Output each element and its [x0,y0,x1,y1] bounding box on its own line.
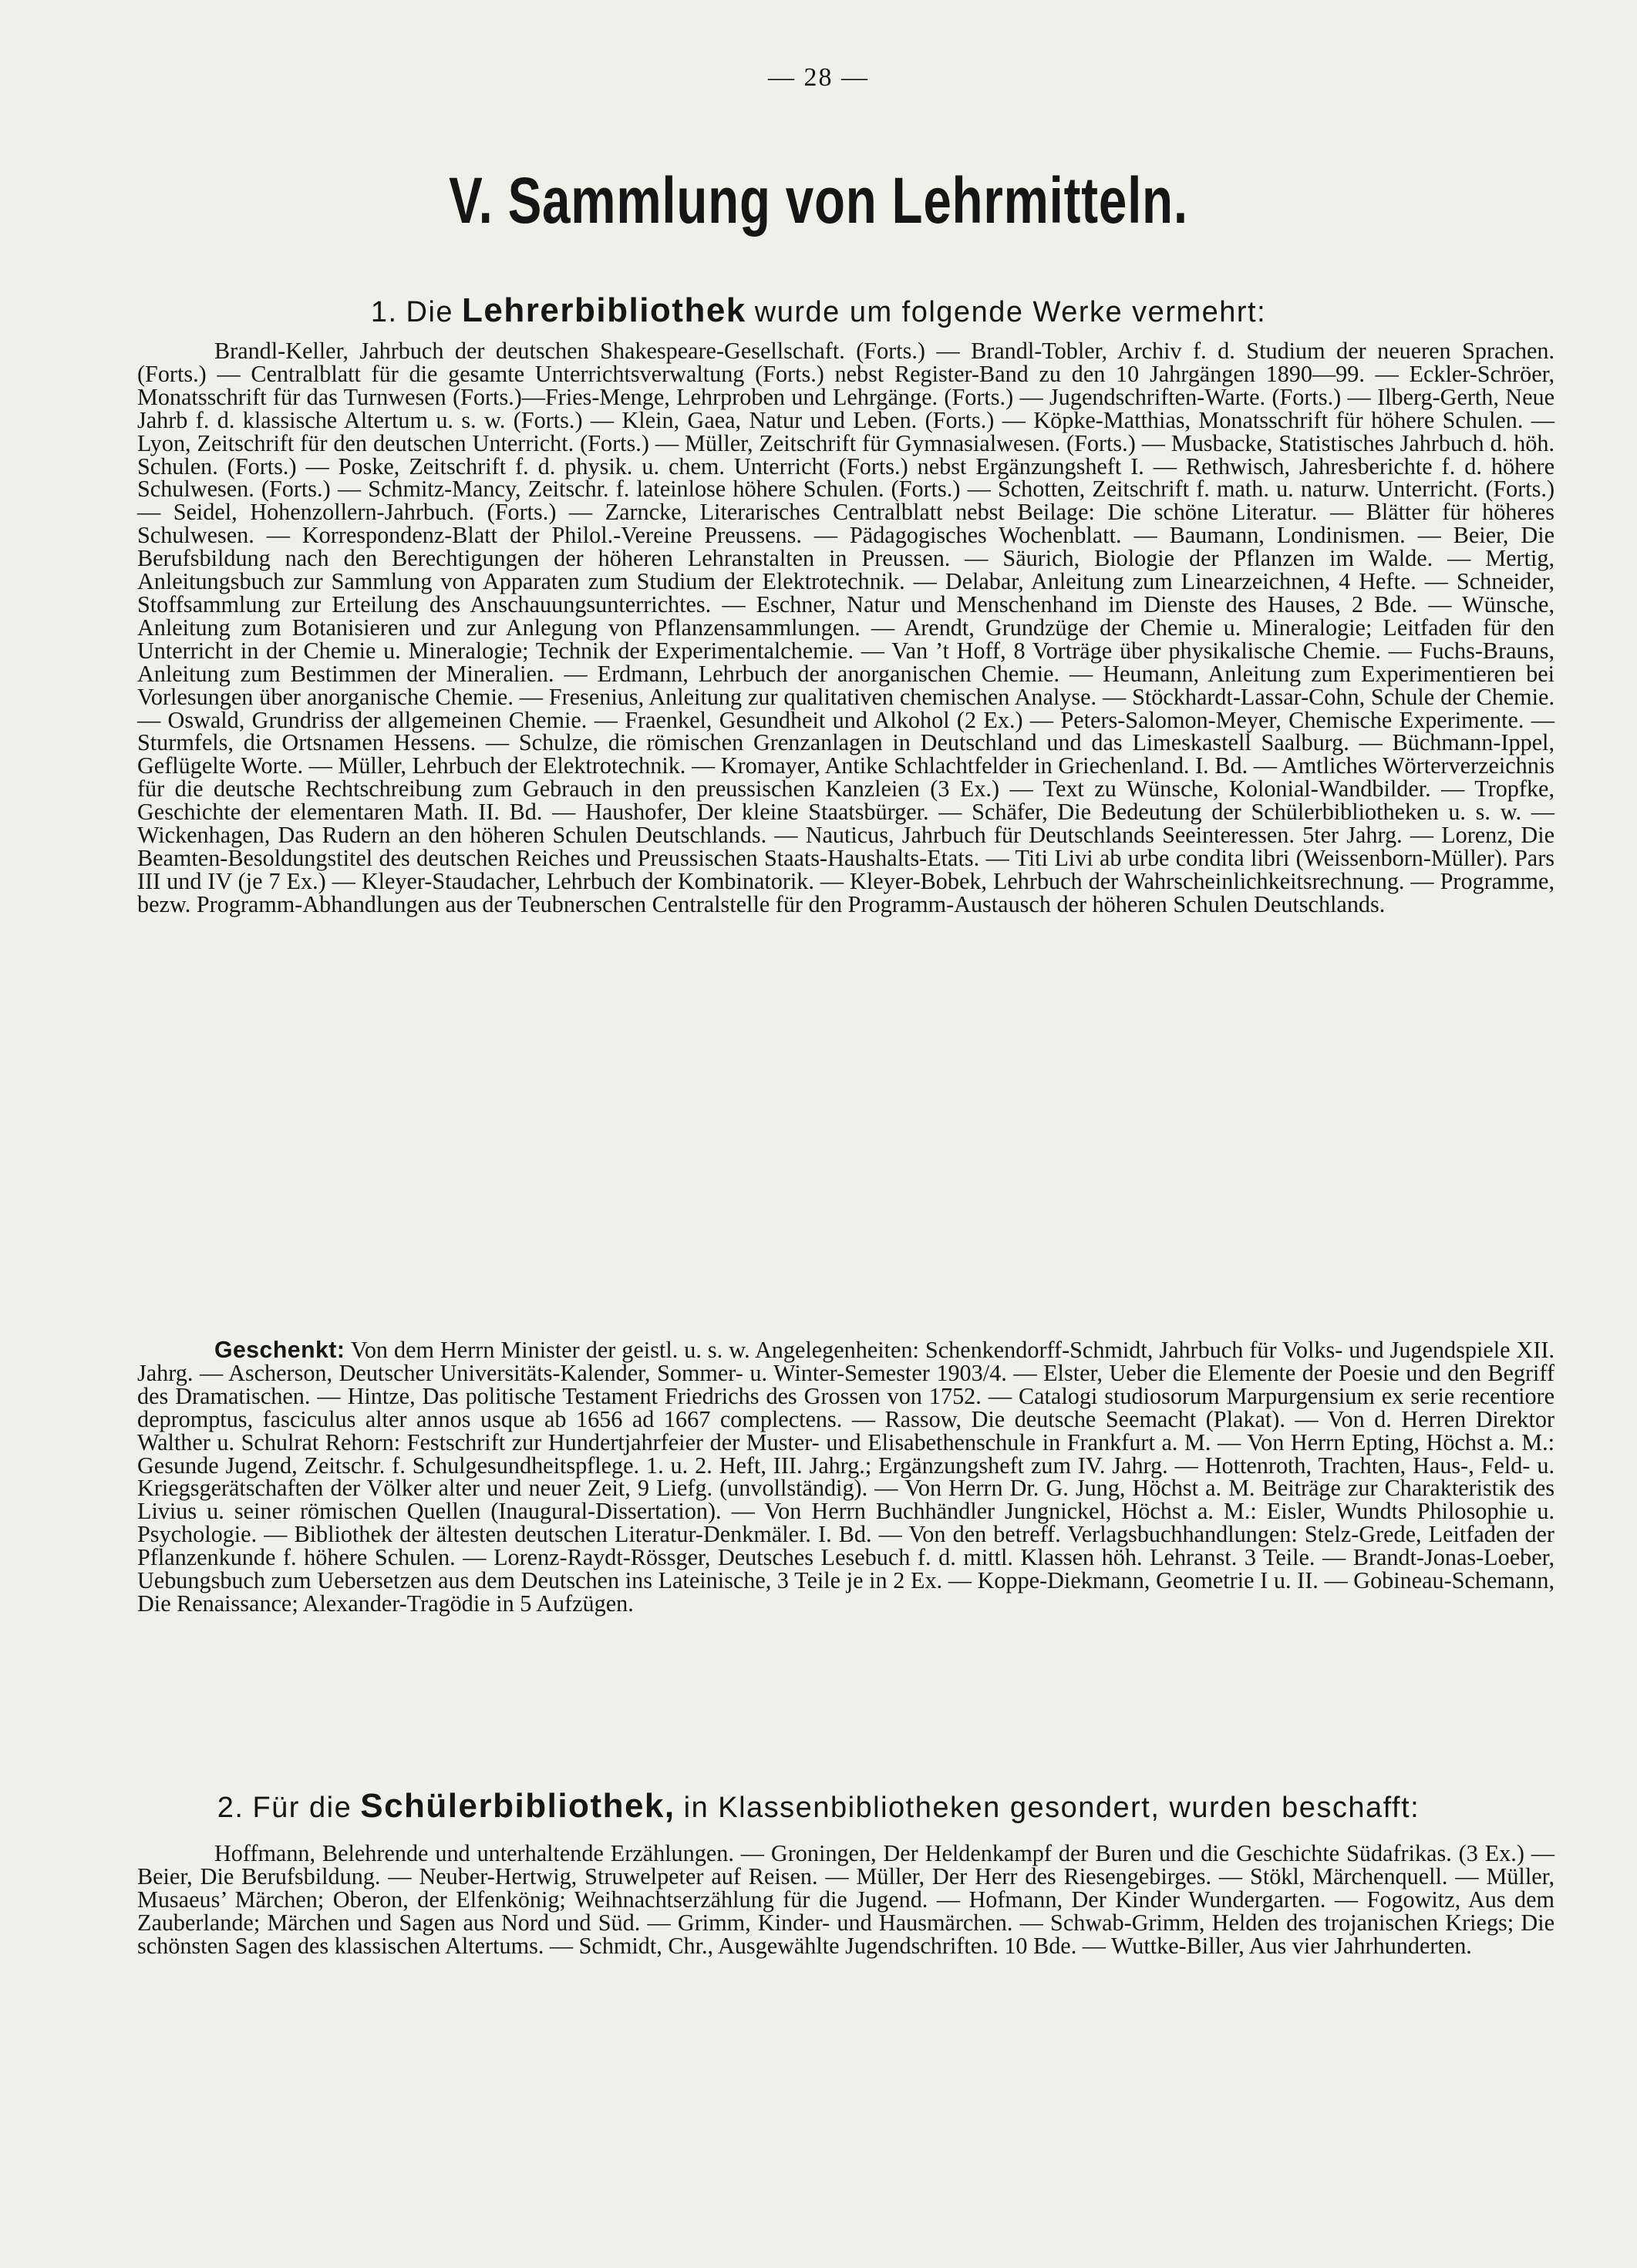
heading-emphasis: Schülerbibliothek, [360,1787,675,1825]
geschenkt-label: Geschenkt: [214,1338,345,1363]
geschenkt-list [137,1339,1554,1616]
section-number: 1. [370,296,398,328]
paragraph-text: Von dem Herrn Minister der geistl. u. s. w. Angelegenheiten: Schenkendorff-Schmidt, Jahrbuch für Volks- und Jugendspiele XII. Jahrg. — Ascherson, Deutscher Universitäts-Kalender, Sommer- u. Winter-Semester 1903/4. — Elster, Ueber die Elemente der Poesie und den Begriff des Dramatischen. — Hintze, Das politische Testament Friedrichs des Grossen von 1752. — Catalogi studiosorum Marpurgensium ex serie recentiore depromptus, fasciculus alter annos usque ab 1656 ad 1667 complectens. — Rassow, Die deutsche Seemacht (Plakat). — Von d. Herren Direktor Walther u. Schulrat Rehorn: Festschrift zur Hundertjahrfeier der Muster- und Elisabethenschule in Frankfurt a. M. — Von Herrn Epting, Höchst a. M.: Gesunde Jugend, Zeitschr. f. Schulgesundheitspflege. 1. u. 2. Heft, III. Jahrg.; Ergänzungsheft zum IV. Jahrg. — Hottenroth, Trachten, Haus-, Feld- u. Kriegsgerätschaften der Völker alter und neuer Zeit, 9 Liefg. (unvollständig). — Von Herrn Dr. G. Jung, Höchst a. M. Beiträge zur Charakteristik des Livius u. seiner römischen Quellen (Inaugural-Dissertation). — Von Herrn Buchhändler Jungnickel, Höchst a. M.: Eisler, Wundts Philosophie u. Psychologie. — Bibliothek der ältesten deutschen Literatur-Denkmäler. I. Bd. — Von den betreff. Verlagsbuchhandlungen: Stelz-Grede, Leitfaden der Pflanzenkunde f. höhere Schulen. — Lorenz-Raydt-Rössger, Deutsches Lesebuch f. d. mittl. Klassen höh. Lehranst. 3 Teile. — Brandt-Jonas-Loeber, Uebungsbuch zum Uebersetzen aus dem Deutschen ins Lateinische, 3 Teile je in 2 Ex. — Koppe-Diekmann, Geometrie I u. II. — Gobineau-Schemann, Die Renaissance; Alexander-Tragödie in 5 Aufzügen. [137,1337,1554,1617]
heading-prefix: Für die [252,1792,352,1824]
paragraph-text: Hoffmann, Belehrende und unterhaltende Erzählungen. — Groningen, Der Heldenkampf der Buren und die Geschichte Südafrikas. (3 Ex.) — Beier, Die Berufsbildung. — Neuber-Hertwig, Struwelpeter auf Reisen. — Müller, Der Herr des Riesengebirges. — Stökl, Märchenquell. — Müller, Musaeus’ Märchen; Oberon, der Elfenkönig; Weihnachtserzählung für die Jugend. — Hofmann, Der Kinder Wundergarten. — Fogowitz, Aus dem Zauberlande; Märchen und Sagen aus Nord und Süd. — Grimm, Kinder- und Hausmärchen. — Schwab-Grimm, Helden des trojanischen Kriegs; Die schönsten Sagen des klassischen Altertums. — Schmidt, Chr., Ausgewählte Jugendschriften. 10 Bde. — Wuttke-Biller, Aus vier Jahrhunderten. [137,1840,1554,1959]
page-number: — 28 — [768,63,869,92]
chapter-title: V. Sammlung von Lehrmitteln. [449,164,1188,237]
paragraph-text: Brandl-Keller, Jahrbuch der deutschen Shakespeare-Gesellschaft. (Forts.) — Brandl-Tobler, Archiv f. d. Studium der neueren Sprachen. (Forts.) — Centralblatt für die gesamte Unterrichtsverwaltung (Forts.) nebst Register-Band zu den 10 Jahrgängen 1890—99. — Eckler-Schröer, Monatsschrift für das Turnwesen (Forts.)—Fries-Menge, Lehrproben und Lehrgänge. (Forts.) — Jugendschriften-Warte. (Forts.) — Ilberg-Gerth, Neue Jahrb f. d. klassische Altertum u. s. w. (Forts.) — Klein, Gaea, Natur und Leben. (Forts.) — Köpke-Matthias, Monatsschrift für höhere Schulen. — Lyon, Zeitschrift für den deutschen Unterricht. (Forts.) — Müller, Zeitschrift für Gymnasialwesen. (Forts.) — Musbacke, Statistisches Jahrbuch d. höh. Schulen. (Forts.) — Poske, Zeitschrift f. d. physik. u. chem. Unterricht (Forts.) nebst Ergänzungsheft I. — Rethwisch, Jahresberichte f. d. höhere Schulwesen. (Forts.) — Schmitz-Mancy, Zeitschr. f. lateinlose höhere Schulen. (Forts.) — Schotten, Zeitschrift f. math. u. naturw. Unterricht. (Forts.) — Seidel, Hohenzollern-Jahrbuch. (Forts.) — Zarncke, Literarisches Centralblatt nebst Beilage: Die schöne Literatur. — Blätter für höheres Schulwesen. — Korrespondenz-Blatt der Philol.-Vereine Preussens. — Pädagogisches Wochenblatt. — Baumann, Londinismen. — Beier, Die Berufsbildung nach den Berechtigungen der höheren Lehranstalten in Preussen. — Säurich, Biologie der Pflanzen im Walde. — Mertig, Anleitungsbuch zur Sammlung von Apparaten zum Studium der Elektrotechnik. — Delabar, Anleitung zum Linearzeichnen, 4 Hefte. — Schneider, Stoffsammlung zur Erteilung des Anschauungsunterrichtes. — Eschner, Natur und Menschenhand im Dienste des Hauses, 2 Bde. — Wünsche, Anleitung zum Botanisieren und zur Anlegung von Pflanzensammlungen. — Arendt, Grundzüge der Chemie u. Mineralogie; Leitfaden für den Unterricht in der Chemie u. Mineralogie; Technik der Experimentalchemie. — Van ’t Hoff, 8 Vorträge über physikalische Chemie. — Fuchs-Brauns, Anleitung zum Bestimmen der Mineralien. — Erdmann, Lehrbuch der anorganischen Chemie. — Heumann, Anleitung zum Experimentieren bei Vorlesungen über anorganische Chemie. — Fresenius, Anleitung zur qualitativen chemischen Analyse. — Stöckhardt-Lassar-Cohn, Schule der Chemie. — Oswald, Grundriss der allgemeinen Chemie. — Fraenkel, Gesundheit und Alkohol (2 Ex.) — Peters-Salomon-Meyer, Chemische Experimente. — Sturmfels, die Ortsnamen Hessens. — Schulze, die römischen Grenzanlagen in Deutschland und das Limeskastell Saalburg. — Büchmann-Ippel, Geflügelte Worte. — Müller, Lehrbuch der Elektrotechnik. — Kromayer, Antike Schlachtfelder in Griechenland. I. Bd. — Amtliches Wörterverzeichnis für die deutsche Rechtschreibung zum Gebrauch in den preussischen Kanzleien (3 Ex.) — Text zu Wünsche, Kolonial-Wandbilder. — Tropfke, Geschichte der elementaren Math. II. Bd. — Haushofer, Der kleine Staatsbürger. — Schäfer, Die Bedeutung der Schülerbibliotheken u. s. w. — Wickenhagen, Das Rudern an den höheren Schulen Deutschlands. — Nauticus, Jahrbuch für Deutschlands Seeinteressen. 5ter Jahrg. — Lorenz, Die Beamten-Besoldungstitel des deutschen Reiches und Preussischen Staats-Haushalts-Etats. — Titi Livi ab urbe condita libri (Weissenborn-Müller). Pars III und IV (je 7 Ex.) — Kleyer-Staudacher, Lehrbuch der Kombinatorik. — Kleyer-Bobek, Lehrbuch der Wahrscheinlichkeitsrechnung. — Programme, bezw. Programm-Abhandlungen aus der Teubnerschen Centralstelle für den Programm-Austausch der höheren Schulen Deutschlands. [137,338,1554,917]
heading-emphasis: Lehrerbibliothek [462,291,746,329]
section-heading-lehrerbibliothek [0,291,1637,330]
section-heading-schuelerbibliothek [0,1787,1637,1826]
heading-prefix: Die [406,296,454,328]
schuelerbibliothek-list [137,1842,1554,1958]
heading-suffix: wurde um folgende Werke vermehrt: [754,296,1267,328]
lehrerbibliothek-list [137,340,1554,917]
heading-suffix: in Klassenbibliotheken gesondert, wurden beschafft: [683,1792,1420,1824]
paragraph [137,1339,1554,1616]
section-number: 2. [217,1792,244,1824]
